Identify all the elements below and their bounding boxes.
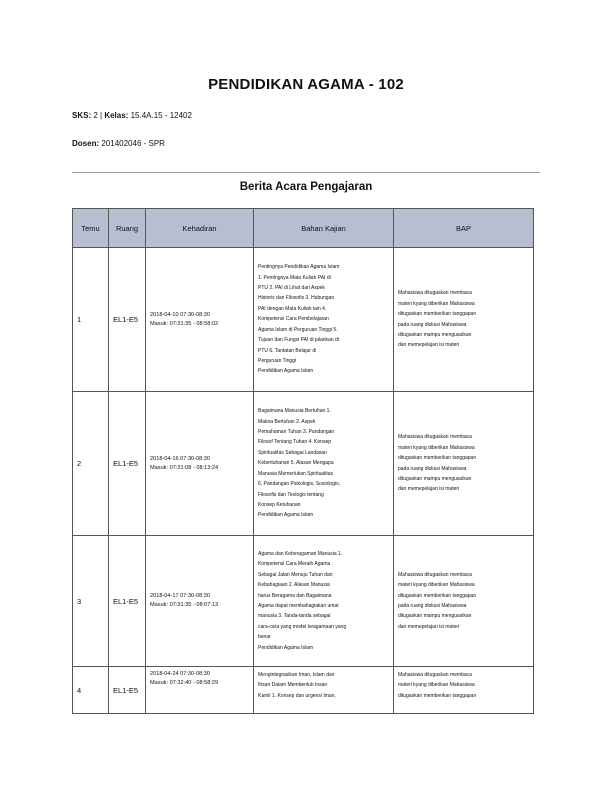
bap-line: pada ruang diskusi Mahasiswa xyxy=(398,603,467,609)
bap-line: pada ruang diskusi Mahasiswa xyxy=(398,321,467,328)
bahan-line: Sebagai Jalan Menuju Tuhan dan xyxy=(258,571,333,578)
bahan-line: benar xyxy=(258,634,271,641)
cell-ruang: EL1-E5 xyxy=(109,536,146,667)
schedule-time: 2018-04-16 07:30-08:30 xyxy=(150,455,211,462)
cell-kehadiran xyxy=(146,536,254,667)
bahan-line: Agama dan Keberagaman Manusia 1. xyxy=(258,550,343,557)
bahan-line: cara-cara yang model keagamaan yang xyxy=(258,623,347,630)
bap-line: ditugaskan memberikan tanggapan xyxy=(398,311,477,318)
cell-kehadiran xyxy=(146,248,254,392)
bahan-line: Pemahaman Tuhan 3. Pandangan xyxy=(258,429,335,436)
sks-value: 2 | xyxy=(91,111,105,120)
bap-line: Mahasiswa ditugaskan membaca xyxy=(398,290,472,297)
bap-line: dan memepelajari isi materi xyxy=(398,342,460,349)
cell-kehadiran xyxy=(146,667,254,714)
table-row xyxy=(73,248,534,392)
header-temu: Temu xyxy=(73,209,109,248)
bahan-line: Historis dan Filosofis 3. Hubungan xyxy=(258,295,335,302)
page-title: PENDIDIKAN AGAMA - 102 xyxy=(208,76,404,93)
kelas-value: 15.4A.15 - 12402 xyxy=(128,111,192,120)
cell-bap xyxy=(394,392,534,536)
cell-temu: 4 xyxy=(73,667,109,714)
check-in-time: Masuk: 07:32:40 - 08:58:29 xyxy=(150,680,219,686)
bahan-line: Tujuan dan Fungsi PAI di jalankan di xyxy=(258,337,339,344)
divider xyxy=(72,172,540,173)
cell-bahan-kajian xyxy=(254,667,394,714)
dosen-value: 201402046 - SPR xyxy=(99,139,165,148)
bap-line: dan memepelajari isi materi xyxy=(398,623,460,630)
bap-line: dan memepelajari isi materi xyxy=(398,486,460,493)
table-row xyxy=(73,667,534,714)
bap-line: Mahasiswa ditugaskan membaca xyxy=(398,672,472,678)
cell-ruang: EL1-E5 xyxy=(109,248,146,392)
cell-bahan-kajian xyxy=(254,392,394,536)
cell-bap xyxy=(394,248,534,392)
bahan-line: Filosof Tentang Tuhan 4. Konsep xyxy=(258,439,332,446)
bap-line: ditugaskan mampu menguasikan xyxy=(398,613,472,620)
schedule-time: 2018-04-10 07:30-08:30 xyxy=(150,311,211,318)
header-bahan-kajian: Bahan Kajian xyxy=(254,209,394,248)
bahan-line: manusia 3. Tanda-tanda sebagai xyxy=(258,613,331,620)
bap-line: materi kyang diberikan Mahasiswa xyxy=(398,444,475,451)
bahan-line: Kebertuhanan 5. Alasan Mengapa xyxy=(258,460,334,467)
cell-bap xyxy=(394,536,534,667)
header-bap: BAP xyxy=(394,209,534,248)
bap-line: materi kyang diberikan Mahasiswa xyxy=(398,582,475,589)
bahan-line: Filosofis dan Teologis tentang xyxy=(258,491,324,498)
bahan-line: Kamil 1. Konsep dan urgensi Iman, xyxy=(258,692,336,699)
cell-bahan-kajian xyxy=(254,248,394,392)
cell-temu: 2 xyxy=(73,392,109,536)
cell-bahan-kajian xyxy=(254,536,394,667)
bap-line: ditugaskan memberikan tanggapan xyxy=(398,455,477,462)
bahan-line: harus Beragama dan Bagaimana xyxy=(258,592,332,599)
bahan-line: Pendidikan Agama Islam xyxy=(258,644,314,651)
bahan-line: PAI dengan Mata Kuliah lain 4. xyxy=(258,305,327,312)
lecturer-meta xyxy=(72,139,165,148)
bahan-line: 1. Pentingnya Mata Kuliah PAI di xyxy=(258,274,331,281)
bap-line: materi kyang diberikan Mahasiswa xyxy=(398,682,475,689)
header-kehadiran: Kehadiran xyxy=(146,209,254,248)
bahan-line: Ihsan Dalam Membentuk Insan xyxy=(258,682,328,689)
bahan-line: Pendidikan Agama Islam xyxy=(258,368,314,375)
bahan-line: Makna Bertuhan 2. Aspek xyxy=(258,418,316,425)
teaching-log-table xyxy=(72,208,534,714)
bahan-line: Manusia Memerlukan Spiritualitas xyxy=(258,470,334,477)
schedule-time: 2018-04-17 07:30-08:30 xyxy=(150,593,211,599)
bahan-line: Kompetensi Cara Meraih Agama xyxy=(258,561,331,568)
bap-line: materi kyang diberikan Mahasiswa xyxy=(398,300,475,307)
bahan-line: Agama dapat membahagiakan umat xyxy=(258,603,339,609)
course-meta xyxy=(72,111,192,120)
bahan-line: Spiritualitas Sebagai Landasan xyxy=(258,449,327,456)
bap-line: ditugaskan mampu menguasikan xyxy=(398,475,472,482)
bap-line: Mahasiswa ditugaskan membaca xyxy=(398,434,472,441)
bap-line: pada ruang diskusi Mahasiswa xyxy=(398,465,467,472)
dosen-label: Dosen: xyxy=(72,139,100,148)
bahan-line: Bagaimana Manusia Bertuhan 1. xyxy=(258,408,331,415)
bap-line: Mahasiswa ditugaskan membaca xyxy=(398,571,472,578)
bahan-line: Agama Islam di Perguruan Tinggi 5. xyxy=(258,326,338,333)
schedule-time: 2018-04-24 07:30-08:30 xyxy=(150,671,211,677)
bap-line: ditugaskan memberikan tanggapan xyxy=(398,592,477,599)
cell-kehadiran xyxy=(146,392,254,536)
bap-line: ditugaskan mampu menguasikan xyxy=(398,331,472,338)
cell-bap xyxy=(394,667,534,714)
table-row xyxy=(73,536,534,667)
bahan-line: Pentingnya Pendidikan Agama Islam xyxy=(258,264,340,271)
bap-line: ditugaskan memberikan tanggapan xyxy=(398,692,477,699)
header-ruang: Ruang xyxy=(109,209,146,248)
bahan-line: Kompetensi Cara Pembelajaran xyxy=(258,316,329,323)
bahan-line: Konsep Ketuhanan xyxy=(258,501,301,508)
table-header-row xyxy=(73,209,534,248)
cell-ruang: EL1-E5 xyxy=(109,392,146,536)
cell-ruang: EL1-E5 xyxy=(109,667,146,714)
bahan-line: PTU 6. Tantatan Belajar di xyxy=(258,347,317,354)
check-in-time: Masuk: 07:31:35 - 08:07:13 xyxy=(150,602,219,608)
bahan-line: Mengintegrasikan Iman, Islam dan xyxy=(258,672,335,678)
cell-temu: 3 xyxy=(73,536,109,667)
sks-label: SKS: xyxy=(72,111,92,120)
bahan-line: PTU 2. PAI di Lihat dari Aspek xyxy=(258,285,325,292)
section-title: Berita Acara Pengajaran xyxy=(239,181,373,193)
check-in-time: Masuk: 07:31:35 - 08:58:02 xyxy=(150,320,219,327)
bahan-line: 6. Pandangan Psikologis, Sosiologis, xyxy=(258,481,340,488)
table-row xyxy=(73,392,534,536)
kelas-label: Kelas: xyxy=(104,111,129,120)
cell-temu: 1 xyxy=(73,248,109,392)
bahan-line: Perguruan Tinggi xyxy=(258,357,297,364)
check-in-time: Masuk: 07:31:08 - 08:13:24 xyxy=(150,464,219,471)
bahan-line: Kebahagiaan 2. Alasan Manusia xyxy=(258,582,330,589)
bahan-line: Pendidikan Agama Islam xyxy=(258,512,314,519)
